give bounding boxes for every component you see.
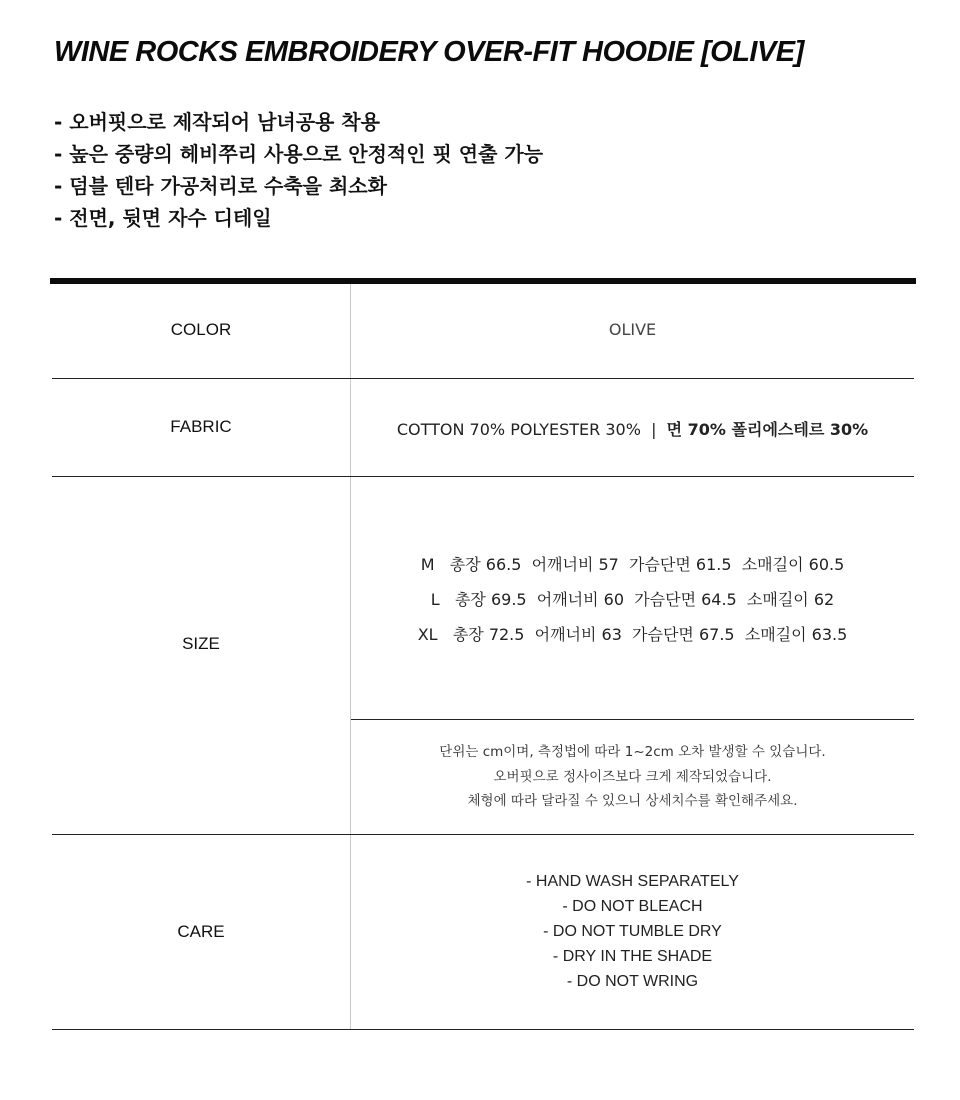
size-notes xyxy=(351,740,914,814)
feature-item: - 전면, 뒷면 자수 디테일 xyxy=(54,206,272,230)
care-line: - DRY IN THE SHADE xyxy=(552,948,713,965)
table-bottom-rule xyxy=(52,1029,914,1030)
color-value: OLIVE xyxy=(608,320,657,339)
row-divider xyxy=(52,476,914,477)
table-top-rule xyxy=(50,278,916,284)
size-row-m: M 총장 66.5 어깨너비 57 가슴단면 61.5 소매길이 60.5 xyxy=(420,555,845,574)
row-divider xyxy=(52,378,914,379)
fabric-label: FABRIC xyxy=(170,417,232,436)
row-divider xyxy=(52,834,914,835)
feature-item: - 오버핏으로 제작되어 남녀공용 착용 xyxy=(54,110,380,134)
product-title: WINE ROCKS EMBROIDERY OVER-FIT HOODIE [OLIVE] xyxy=(54,36,804,68)
fabric-value-ko: 면 70% 폴리에스테르 30% xyxy=(666,420,869,439)
care-line: - DO NOT TUMBLE DRY xyxy=(543,923,722,940)
size-note: 오버핏으로 정사이즈보다 크게 제작되었습니다. xyxy=(493,768,772,785)
color-label: COLOR xyxy=(170,320,232,339)
feature-item: - 높은 중량의 헤비쭈리 사용으로 안정적인 핏 연출 가능 xyxy=(54,142,544,166)
size-row-xl: XL 총장 72.5 어깨너비 63 가슴단면 67.5 소매길이 63.5 xyxy=(417,625,848,644)
feature-list xyxy=(54,106,543,234)
size-note: 체형에 따라 달라질 수 있으니 상세치수를 확인해주세요. xyxy=(467,793,798,809)
fabric-value xyxy=(351,417,914,440)
care-line: - DO NOT BLEACH xyxy=(562,898,703,915)
care-label: CARE xyxy=(177,922,225,941)
size-note-divider xyxy=(351,719,914,720)
size-label: SIZE xyxy=(182,634,220,653)
size-table xyxy=(351,547,914,652)
care-line: - HAND WASH SEPARATELY xyxy=(526,873,739,890)
care-instructions xyxy=(351,869,914,994)
feature-item: - 덤블 텐타 가공처리로 수축을 최소화 xyxy=(54,174,387,198)
fabric-value-en: COTTON 70% POLYESTER 30% | xyxy=(396,420,667,439)
size-note: 단위는 cm이며, 측정법에 따라 1~2cm 오차 발생할 수 있습니다. xyxy=(439,744,826,760)
size-row-l: L 총장 69.5 어깨너비 60 가슴단면 64.5 소매길이 62 xyxy=(430,590,835,609)
care-line: - DO NOT WRING xyxy=(566,973,699,990)
